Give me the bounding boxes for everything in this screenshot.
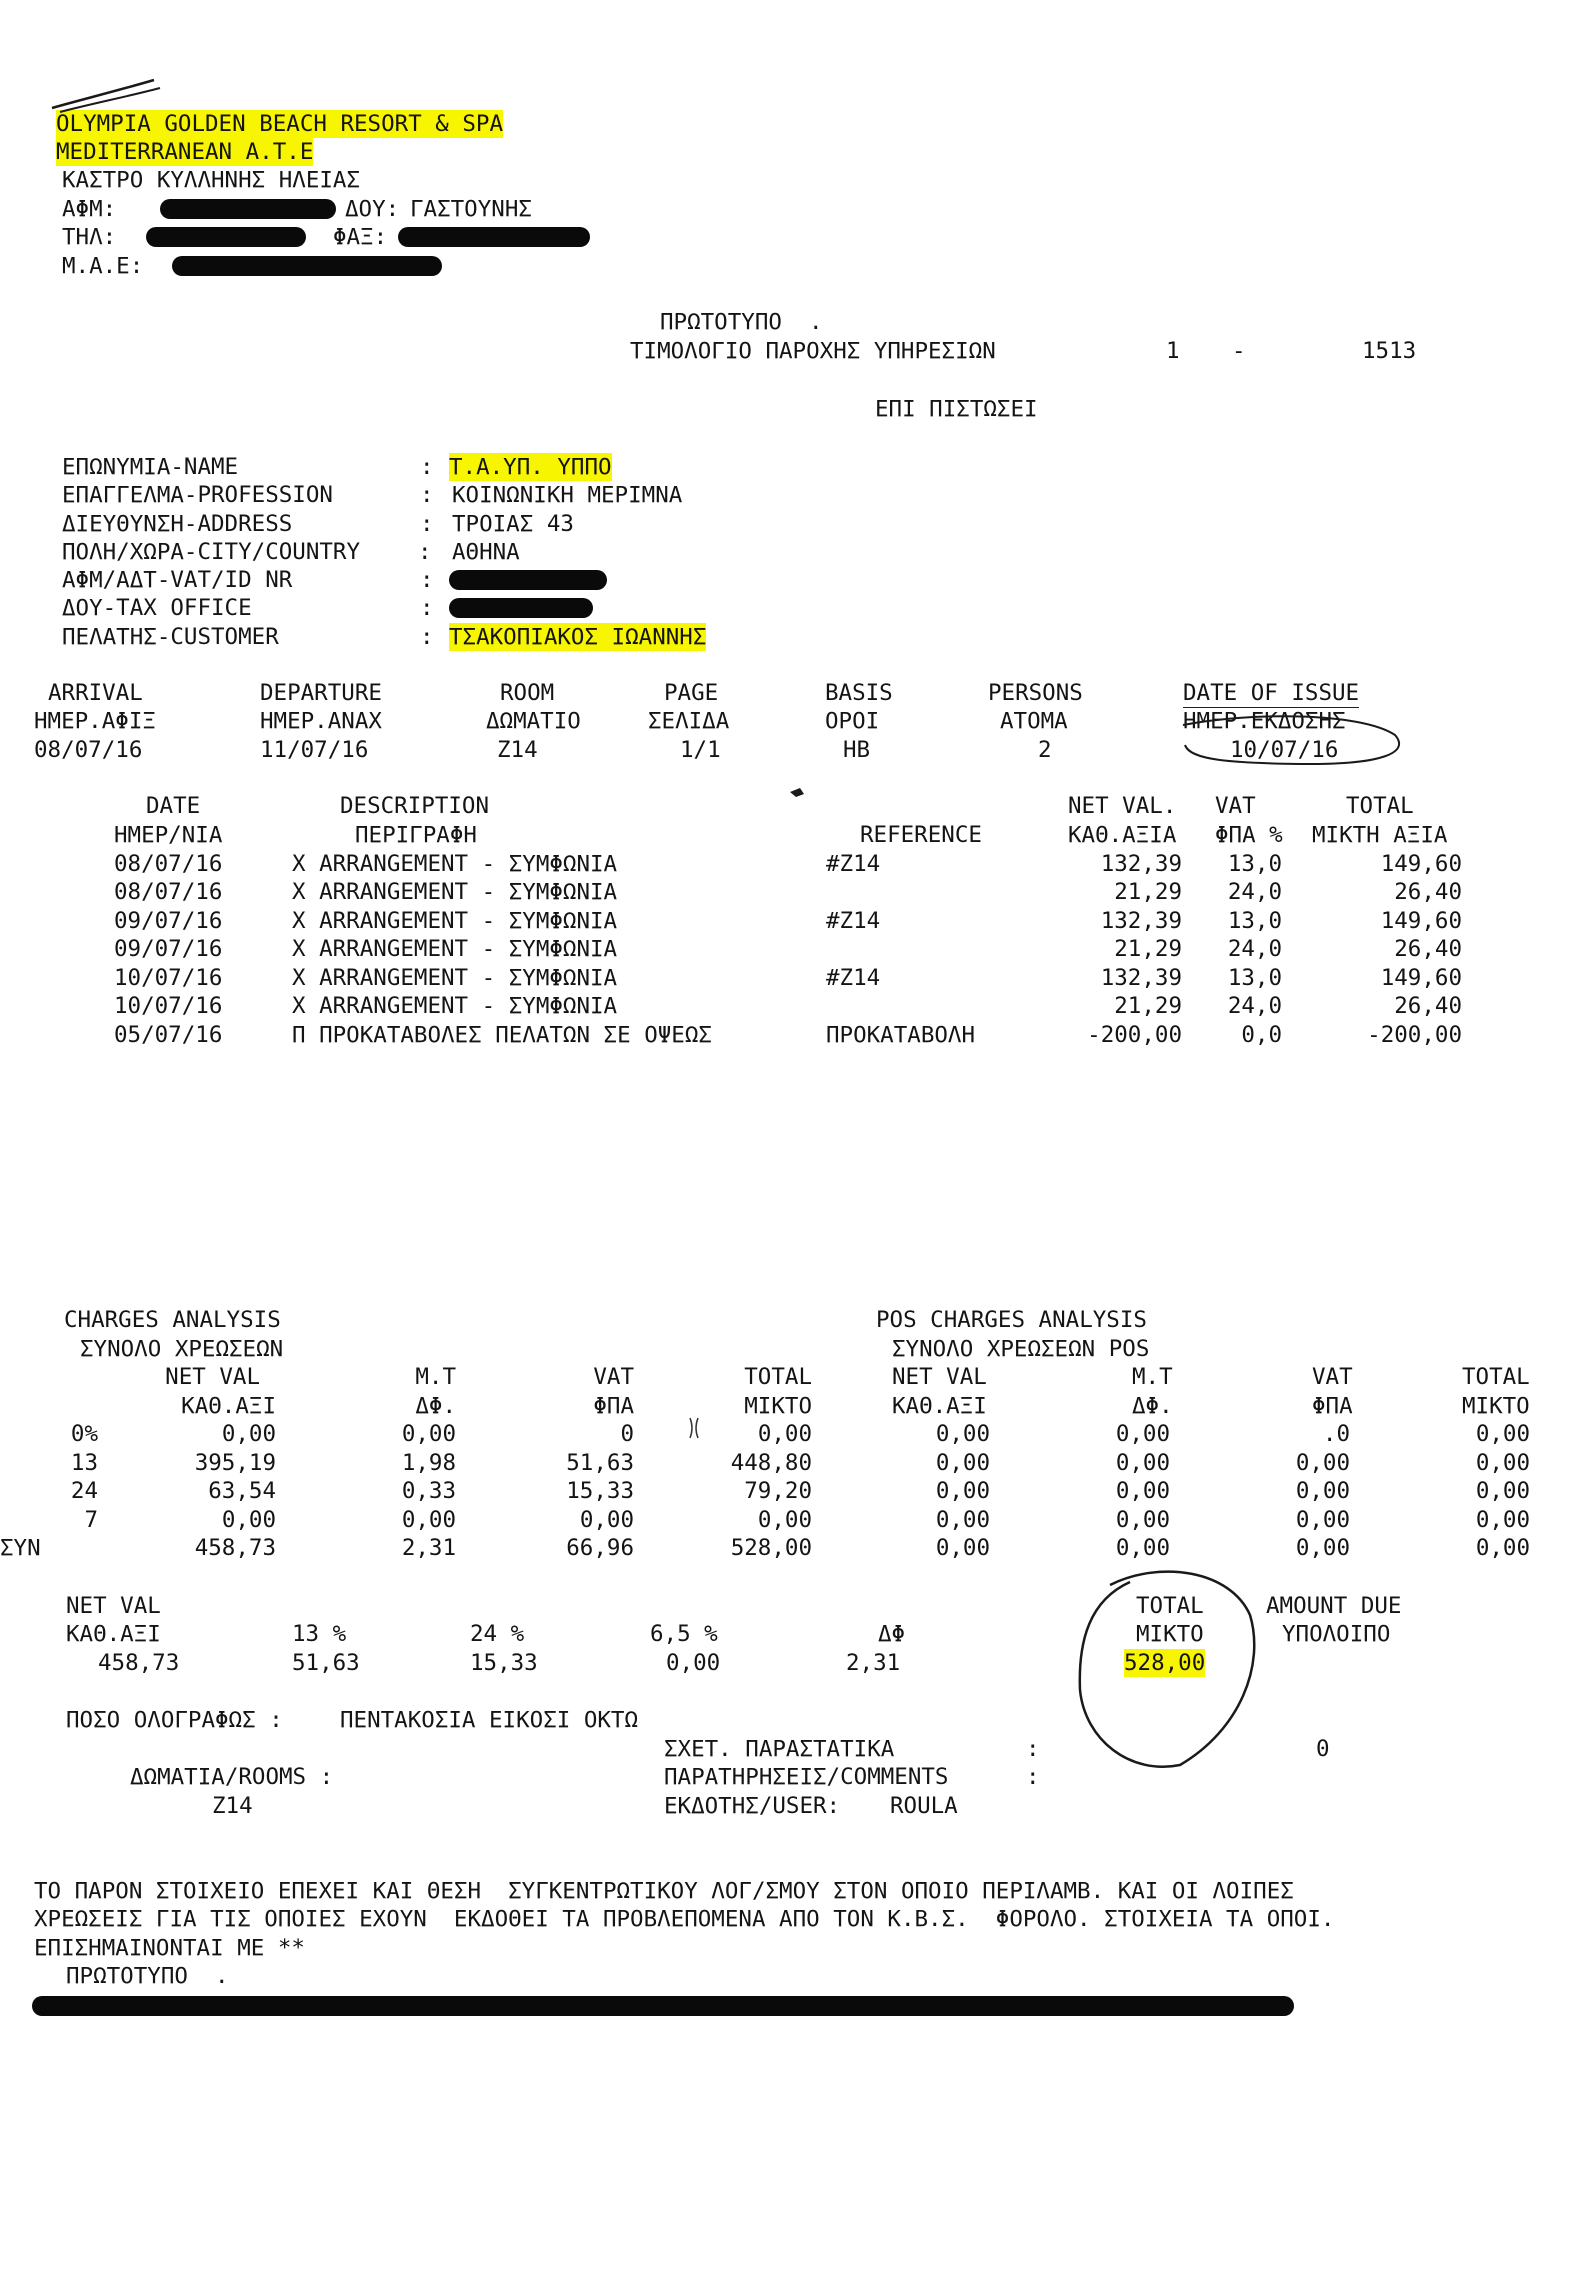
charges-mt: 2,31 bbox=[401, 1535, 456, 1561]
customer-sep: : bbox=[420, 454, 434, 480]
pos-total: 0,00 bbox=[1475, 1478, 1530, 1504]
customer-label: ΠΕΛΑΤΗΣ-CUSTOMER bbox=[62, 624, 279, 650]
issuer-doy-value: ΓΑΣΤΟΥΝΗΣ bbox=[410, 196, 532, 222]
stay-header-en: ARRIVAL bbox=[48, 680, 143, 706]
pos-header: TOTAL bbox=[1462, 1364, 1530, 1390]
charges-total: 0,00 bbox=[757, 1507, 812, 1533]
pos-vat: 0,00 bbox=[1295, 1535, 1350, 1561]
summary-net-label: NET VAL bbox=[66, 1593, 161, 1619]
line-net: -200,00 bbox=[1087, 1022, 1182, 1048]
stay-header-en: DEPARTURE bbox=[260, 680, 382, 706]
comments-colon: : bbox=[1026, 1764, 1040, 1790]
charges-rate: 24 bbox=[70, 1478, 98, 1504]
charges-vat: 15,33 bbox=[566, 1478, 634, 1504]
line-description: X ARRANGEMENT - ΣΥΜΦΩΝΙΑ bbox=[292, 851, 618, 877]
summary-vat24-label: 24 % bbox=[470, 1621, 525, 1647]
summary-vat65-value: 0,00 bbox=[666, 1650, 721, 1676]
issuer-tel-label: ΤΗΛ: bbox=[62, 224, 117, 250]
line-total: -200,00 bbox=[1367, 1022, 1462, 1048]
arrival-date: 08/07/16 bbox=[34, 737, 143, 763]
charges-total: 448,80 bbox=[730, 1450, 812, 1476]
stay-header-gr: ΗΜΕΡ.ΑΦΙΞ bbox=[34, 708, 156, 734]
charges-rate: 0% bbox=[70, 1421, 98, 1447]
charges-rate: 13 bbox=[70, 1450, 98, 1476]
charges-vat: 0,00 bbox=[579, 1507, 634, 1533]
line-vat: 13,0 bbox=[1227, 965, 1282, 991]
issuer-address: ΚΑΣΤΡΟ ΚΥΛΛΗΝΗΣ ΗΛΕΙΑΣ bbox=[62, 167, 361, 193]
pen-mark bbox=[690, 1418, 698, 1438]
pos-total: 0,00 bbox=[1475, 1421, 1530, 1447]
charges-header: NET VAL bbox=[165, 1364, 260, 1390]
charges-header: ΔΦ. bbox=[415, 1393, 456, 1419]
customer-sep: : bbox=[418, 539, 432, 565]
pos-vat: 0,00 bbox=[1295, 1450, 1350, 1476]
document-type: ΤΙΜΟΛΟΓΙΟ ΠΑΡΟΧΗΣ ΥΠΗΡΕΣΙΩΝ bbox=[630, 338, 996, 364]
line-net: 21,29 bbox=[1114, 993, 1182, 1019]
line-total: 26,40 bbox=[1394, 993, 1462, 1019]
stay-header-gr: ΗΜΕΡ.ΑΝΑΧ bbox=[260, 708, 382, 734]
charges-header: ΦΠΑ bbox=[593, 1393, 634, 1419]
legal-line2: ΧΡΕΩΣΕΙΣ ΓΙΑ ΤΙΣ ΟΠΟΙΕΣ ΕΧΟΥΝ ΕΚΔΟΘΕΙ ΤΑ ΠΡΟΒΛΕΠΟΜΕΝΑ ΑΠΟ ΤΟΝ Κ.Β.Σ. ΦΟΡΟΛΟ. ΣΤΟΙΧΕΙΑ ΤΑ ΟΠΟΙ. bbox=[34, 1906, 1335, 1932]
total-circle bbox=[1080, 1572, 1254, 1767]
summary-df-label: ΔΦ bbox=[878, 1621, 906, 1647]
issuer-doy-label: ΔΟΥ: bbox=[345, 196, 400, 222]
pos-net: 0,00 bbox=[935, 1450, 990, 1476]
issuer-user-label: ΕΚΔΟΤΗΣ/USER: bbox=[664, 1793, 841, 1819]
summary-net-label-gr: ΚΑΘ.ΑΞΙ bbox=[66, 1621, 161, 1647]
rooms-value: Z14 bbox=[212, 1793, 253, 1819]
line-date: 08/07/16 bbox=[114, 851, 223, 877]
pos-vat: .0 bbox=[1322, 1421, 1350, 1447]
charges-net: 0,00 bbox=[221, 1507, 276, 1533]
line-total: 26,40 bbox=[1394, 936, 1462, 962]
customer-sep: : bbox=[420, 511, 434, 537]
charges-net: 395,19 bbox=[194, 1450, 276, 1476]
pos-net: 0,00 bbox=[935, 1421, 990, 1447]
line-reference: ΠΡΟΚΑΤΑΒΟΛΗ bbox=[826, 1022, 976, 1048]
document-number: 1513 bbox=[1362, 338, 1417, 364]
line-vat: 24,0 bbox=[1227, 879, 1282, 905]
lines-header-gr: ΗΜΕΡ/ΝΙΑ bbox=[114, 822, 223, 848]
pos-vat: 0,00 bbox=[1295, 1478, 1350, 1504]
pos-header: VAT bbox=[1312, 1364, 1353, 1390]
charges-title-en: CHARGES ANALYSIS bbox=[64, 1307, 281, 1333]
rooms-label: ΔΩΜΑΤΙΑ/ROOMS : bbox=[130, 1764, 334, 1790]
summary-total-value: 528,00 bbox=[1124, 1650, 1206, 1676]
issuer-mae-label: Μ.Α.Ε: bbox=[62, 253, 144, 279]
charges-vat: 51,63 bbox=[566, 1450, 634, 1476]
charges-rate: ΣΥΝ bbox=[0, 1535, 41, 1561]
charges-net: 63,54 bbox=[208, 1478, 276, 1504]
pos-header: ΜΙΚΤΟ bbox=[1462, 1393, 1530, 1419]
legal-line1: ΤΟ ΠΑΡΟΝ ΣΤΟΙΧΕΙΟ ΕΠΕΧΕΙ ΚΑΙ ΘΕΣΗ ΣΥΓΚΕΝΤΡΩΤΙΚΟΥ ΛΟΓ/ΣΜΟΥ ΣΤΟΝ ΟΠΟΙΟ ΠΕΡΙΛΑΜΒ. ΚΑΙ ΟΙ ΛΟΙΠΕΣ bbox=[34, 1878, 1294, 1904]
charges-rate: 7 bbox=[84, 1507, 98, 1533]
stay-header-en: DATE OF ISSUE bbox=[1183, 680, 1360, 706]
charges-total: 0,00 bbox=[757, 1421, 812, 1447]
line-description: Π ΠΡΟΚΑΤΑΒΟΛΕΣ ΠΕΛΑΤΩΝ ΣΕ ΟΨΕΩΣ bbox=[292, 1022, 712, 1048]
customer-label: ΔΟΥ-TAX OFFICE bbox=[62, 595, 252, 621]
payment-terms: ΕΠΙ ΠΙΣΤΩΣΕΙ bbox=[875, 396, 1038, 422]
line-total: 149,60 bbox=[1380, 908, 1462, 934]
customer-sep: : bbox=[420, 567, 434, 593]
summary-total-label-gr: ΜΙΚΤΟ bbox=[1136, 1621, 1204, 1647]
charges-net: 458,73 bbox=[194, 1535, 276, 1561]
summary-net-value: 458,73 bbox=[98, 1650, 180, 1676]
amount-due-label-gr: ΥΠΟΛΟΙΠΟ bbox=[1282, 1621, 1391, 1647]
summary-total-label: TOTAL bbox=[1136, 1593, 1204, 1619]
charges-mt: 0,00 bbox=[401, 1421, 456, 1447]
lines-header-gr: REFERENCE bbox=[860, 822, 982, 848]
pos-title-en: POS CHARGES ANALYSIS bbox=[876, 1307, 1147, 1333]
line-net: 132,39 bbox=[1100, 908, 1182, 934]
line-date: 10/07/16 bbox=[114, 993, 223, 1019]
document-dash: - bbox=[1232, 338, 1246, 364]
pos-total: 0,00 bbox=[1475, 1507, 1530, 1533]
pos-total: 0,00 bbox=[1475, 1535, 1530, 1561]
lines-header-gr: ΚΑΘ.ΑΞΙΑ bbox=[1068, 822, 1177, 848]
legal-line3: ΕΠΙΣΗΜΑΙΝΟΝΤΑΙ ΜΕ ** bbox=[34, 1935, 305, 1961]
charges-total: 79,20 bbox=[744, 1478, 812, 1504]
lines-header-gr: ΜΙΚΤΗ ΑΞΙΑ bbox=[1312, 822, 1448, 848]
line-vat: 24,0 bbox=[1227, 936, 1282, 962]
lines-header-gr: ΦΠΑ % bbox=[1215, 822, 1283, 848]
pos-header: ΔΦ. bbox=[1132, 1393, 1173, 1419]
stay-header-gr: ΟΡΟΙ bbox=[825, 708, 880, 734]
pos-net: 0,00 bbox=[935, 1478, 990, 1504]
issuer-fax-label: ΦΑΞ: bbox=[333, 224, 388, 250]
pos-net: 0,00 bbox=[935, 1507, 990, 1533]
persons: 2 bbox=[1038, 737, 1052, 763]
pos-header: NET VAL bbox=[892, 1364, 987, 1390]
line-vat: 13,0 bbox=[1227, 908, 1282, 934]
line-net: 21,29 bbox=[1114, 879, 1182, 905]
issuer-name-line2: MEDITERRANEAN A.T.E bbox=[56, 139, 314, 165]
charges-mt: 0,00 bbox=[401, 1507, 456, 1533]
line-vat: 13,0 bbox=[1227, 851, 1282, 877]
amount-words-value: ΠΕΝΤΑΚΟΣΙΑ ΕΙΚΟΣΙ ΟΚΤΩ bbox=[340, 1707, 639, 1733]
customer-label: ΠΟΛΗ/ΧΩΡΑ-CITY/COUNTRY bbox=[62, 539, 361, 565]
pos-total: 0,00 bbox=[1475, 1450, 1530, 1476]
line-description: X ARRANGEMENT - ΣΥΜΦΩΝΙΑ bbox=[292, 993, 618, 1019]
customer-address-value: ΤΡΟΙΑΣ 43 bbox=[452, 511, 574, 537]
customer-label: ΕΠΑΓΓΕΛΜΑ-PROFESSION bbox=[62, 482, 333, 508]
pos-net: 0,00 bbox=[935, 1535, 990, 1561]
stay-header-en: PAGE bbox=[664, 680, 719, 706]
line-reference: #Z14 bbox=[826, 851, 881, 877]
customer-name-value: Τ.Α.ΥΠ. ΥΠΠΟ bbox=[449, 454, 612, 480]
lines-header-en: NET VAL. bbox=[1068, 793, 1177, 819]
pos-vat: 0,00 bbox=[1295, 1507, 1350, 1533]
lines-header-en: DATE bbox=[146, 793, 201, 819]
charges-header: VAT bbox=[593, 1364, 634, 1390]
related-docs-value: 0 bbox=[1316, 1736, 1330, 1762]
related-docs-label: ΣΧΕΤ. ΠΑΡΑΣΤΑΤΙΚΑ bbox=[664, 1736, 895, 1762]
pos-mt: 0,00 bbox=[1115, 1450, 1170, 1476]
line-date: 09/07/16 bbox=[114, 908, 223, 934]
issue-date-circle bbox=[1183, 716, 1399, 764]
amount-words-label: ΠΟΣΟ ΟΛΟΓΡΑΦΩΣ : bbox=[66, 1707, 283, 1733]
document-series: 1 bbox=[1166, 338, 1180, 364]
line-total: 26,40 bbox=[1394, 879, 1462, 905]
lines-header-en: TOTAL bbox=[1346, 793, 1414, 819]
pos-mt: 0,00 bbox=[1115, 1421, 1170, 1447]
pos-mt: 0,00 bbox=[1115, 1535, 1170, 1561]
stay-header-en: BASIS bbox=[825, 680, 893, 706]
charges-net: 0,00 bbox=[221, 1421, 276, 1447]
line-total: 149,60 bbox=[1380, 851, 1462, 877]
page-number: 1/1 bbox=[680, 737, 721, 763]
line-total: 149,60 bbox=[1380, 965, 1462, 991]
issue-date: 10/07/16 bbox=[1230, 737, 1339, 763]
line-reference: #Z14 bbox=[826, 965, 881, 991]
charges-header: M.T bbox=[415, 1364, 456, 1390]
stay-header-en: PERSONS bbox=[988, 680, 1083, 706]
pos-header: M.T bbox=[1132, 1364, 1173, 1390]
comments-label: ΠΑΡΑΤΗΡΗΣΕΙΣ/COMMENTS bbox=[664, 1764, 949, 1790]
related-docs-colon: : bbox=[1026, 1736, 1040, 1762]
line-reference: #Z14 bbox=[826, 908, 881, 934]
issuer-name-line1: OLYMPIA GOLDEN BEACH RESORT & SPA bbox=[56, 111, 504, 137]
customer-sep: : bbox=[420, 482, 434, 508]
charges-total: 528,00 bbox=[730, 1535, 812, 1561]
charges-vat: 0 bbox=[620, 1421, 634, 1447]
line-description: X ARRANGEMENT - ΣΥΜΦΩΝΙΑ bbox=[292, 936, 618, 962]
charges-title-gr: ΣΥΝΟΛΟ ΧΡΕΩΣΕΩΝ bbox=[80, 1336, 284, 1362]
customer-label: ΔΙΕΥΘΥΝΣΗ-ADDRESS bbox=[62, 511, 293, 537]
line-date: 10/07/16 bbox=[114, 965, 223, 991]
lines-header-en: DESCRIPTION bbox=[340, 793, 490, 819]
departure-date: 11/07/16 bbox=[260, 737, 369, 763]
line-vat: 24,0 bbox=[1227, 993, 1282, 1019]
pos-header: ΚΑΘ.ΑΞΙ bbox=[892, 1393, 987, 1419]
customer-label: ΕΠΩΝΥΜΙΑ-NAME bbox=[62, 454, 239, 480]
pos-mt: 0,00 bbox=[1115, 1507, 1170, 1533]
stay-header-gr: ΑΤΟΜΑ bbox=[1000, 708, 1068, 734]
lines-header-gr: ΠΕΡΙΓΡΑΦΗ bbox=[355, 822, 477, 848]
line-description: X ARRANGEMENT - ΣΥΜΦΩΝΙΑ bbox=[292, 879, 618, 905]
stay-header-gr: ΗΜΕΡ.ΕΚΔΟΣΗΣ bbox=[1183, 708, 1346, 734]
pos-header: ΦΠΑ bbox=[1312, 1393, 1353, 1419]
customer-fullname-value: ΤΣΑΚΟΠΙΑΚΟΣ ΙΩΑΝΝΗΣ bbox=[449, 624, 707, 650]
stay-header-gr: ΣΕΛΙΔΑ bbox=[648, 708, 730, 734]
summary-df-value: 2,31 bbox=[846, 1650, 901, 1676]
summary-vat65-label: 6,5 % bbox=[650, 1621, 718, 1647]
issuer-user-value: ROULA bbox=[890, 1793, 958, 1819]
summary-vat13-label: 13 % bbox=[292, 1621, 347, 1647]
customer-city-value: ΑΘΗΝΑ bbox=[452, 539, 520, 565]
lines-header-en: VAT bbox=[1215, 793, 1256, 819]
amount-due-label: AMOUNT DUE bbox=[1266, 1593, 1402, 1619]
line-net: 132,39 bbox=[1100, 965, 1182, 991]
line-description: X ARRANGEMENT - ΣΥΜΦΩΝΙΑ bbox=[292, 965, 618, 991]
document-copy-label: ΠΡΩΤΟΤΥΠΟ . bbox=[660, 309, 823, 335]
customer-label: ΑΦΜ/ΑΔΤ-VAT/ID NR bbox=[62, 567, 293, 593]
customer-sep: : bbox=[420, 595, 434, 621]
summary-vat24-value: 15,33 bbox=[470, 1650, 538, 1676]
stay-header-en: ROOM bbox=[500, 680, 555, 706]
charges-mt: 1,98 bbox=[401, 1450, 456, 1476]
summary-vat13-value: 51,63 bbox=[292, 1650, 360, 1676]
line-net: 132,39 bbox=[1100, 851, 1182, 877]
stay-header-gr: ΔΩΜΑΤΙΟ bbox=[486, 708, 581, 734]
issuer-afm-label: ΑΦΜ: bbox=[62, 196, 117, 222]
charges-mt: 0,33 bbox=[401, 1478, 456, 1504]
pos-title-gr: ΣΥΝΟΛΟ ΧΡΕΩΣΕΩΝ POS bbox=[892, 1336, 1150, 1362]
basis: HB bbox=[843, 737, 871, 763]
customer-profession-value: ΚΟΙΝΩΝΙΚΗ ΜΕΡΙΜΝΑ bbox=[452, 482, 683, 508]
charges-vat: 66,96 bbox=[566, 1535, 634, 1561]
pos-mt: 0,00 bbox=[1115, 1478, 1170, 1504]
legal-copy-label: ΠΡΩΤΟΤΥΠΟ . bbox=[66, 1963, 229, 1989]
line-date: 09/07/16 bbox=[114, 936, 223, 962]
line-date: 05/07/16 bbox=[114, 1022, 223, 1048]
line-description: X ARRANGEMENT - ΣΥΜΦΩΝΙΑ bbox=[292, 908, 618, 934]
pen-mark bbox=[790, 788, 804, 797]
charges-header: ΜΙΚΤΟ bbox=[744, 1393, 812, 1419]
charges-header: TOTAL bbox=[744, 1364, 812, 1390]
customer-sep: : bbox=[420, 624, 434, 650]
line-date: 08/07/16 bbox=[114, 879, 223, 905]
line-vat: 0,0 bbox=[1241, 1022, 1282, 1048]
charges-header: ΚΑΘ.ΑΞΙ bbox=[181, 1393, 276, 1419]
line-net: 21,29 bbox=[1114, 936, 1182, 962]
room-number: Z14 bbox=[497, 737, 538, 763]
